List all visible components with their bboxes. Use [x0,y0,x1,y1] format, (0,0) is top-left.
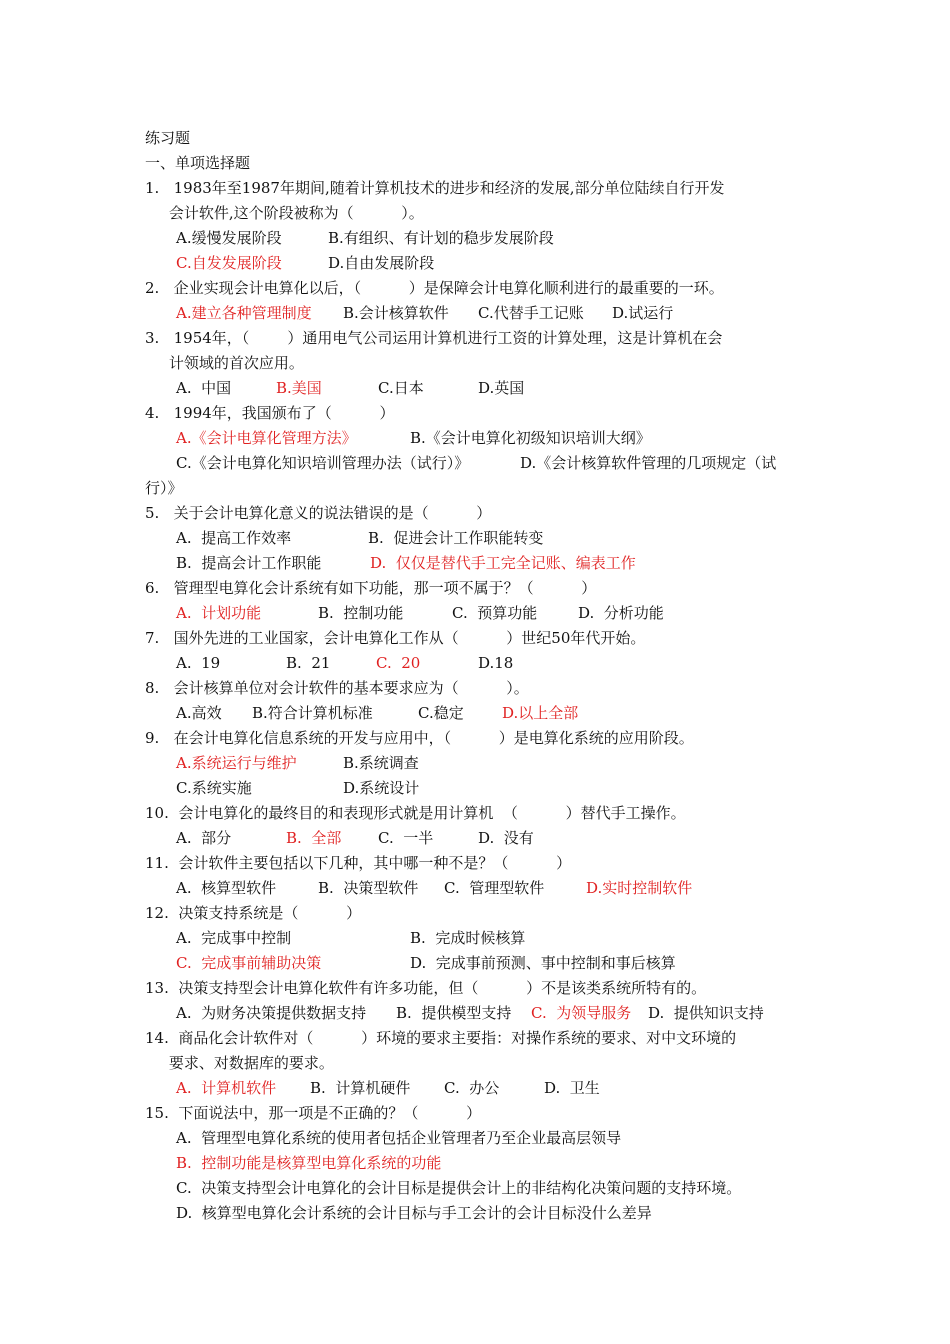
q7-option-b: B. 21 [286,654,331,672]
q3-option-a: A. 中国 [176,379,232,397]
q12-option-c-answer: C. 完成事前辅助决策 [176,954,322,972]
q6-option-b: B. 控制功能 [318,604,404,622]
q15-option-b-answer: B. 控制功能是核算型电算化系统的功能 [176,1154,442,1172]
question-4-line-1: 4. 1994年，我国颁布了（ ） [145,404,395,422]
q10-option-d: D. 没有 [478,829,534,847]
q13-option-b: B. 提供模型支持 [396,1004,512,1022]
q12-option-a: A. 完成事中控制 [176,929,292,947]
q14-option-a-answer: A. 计算机软件 [176,1079,277,1097]
q2-option-b: B.会计核算软件 [343,304,449,322]
question-2-line-1: 2. 企业实现会计电算化以后，（ ）是保障会计电算化顺利进行的最重要的一环。 [145,279,724,297]
q8-option-a: A.高效 [176,704,222,722]
q2-option-d: D.试运行 [612,304,674,322]
question-5-line-1: 5. 关于会计电算化意义的说法错误的是（ ） [145,504,492,522]
q5-option-b: B. 促进会计工作职能转变 [368,529,544,547]
question-9-line-1: 9. 在会计电算化信息系统的开发与应用中，（ ）是电算化系统的应用阶段。 [145,729,694,747]
q13-option-d: D. 提供知识支持 [648,1004,764,1022]
question-14-line-1: 14. 商品化会计软件对（ ）环境的要求主要指：对操作系统的要求、对中文环境的 [145,1029,737,1047]
q4-option-d-continuation: 行）》 [145,479,183,497]
q12-option-b: B. 完成时候核算 [410,929,526,947]
q6-option-c: C. 预算功能 [452,604,538,622]
q1-option-b: B.有组织、有计划的稳步发展阶段 [328,229,554,247]
question-1-line-2: 会计软件,这个阶段被称为（ ）。 [145,204,424,222]
q2-option-c: C.代替手工记账 [478,304,584,322]
section-heading: 一、单项选择题 [145,154,251,172]
q14-option-c: C. 办公 [444,1079,500,1097]
q8-option-c: C.稳定 [418,704,464,722]
question-7-line-1: 7. 国外先进的工业国家，会计电算化工作从（ ）世纪50年代开始。 [145,629,646,647]
q1-option-d: D.自由发展阶段 [328,254,435,272]
q5-option-d-answer: D. 仅仅是替代手工完全记账、编表工作 [370,554,636,572]
question-3-line-2: 计领域的首次应用。 [145,354,304,372]
q10-option-a: A. 部分 [176,829,232,847]
q13-option-a: A. 为财务决策提供数据支持 [176,1004,367,1022]
q7-option-d: D.18 [478,654,514,672]
q8-option-b: B.符合计算机标准 [252,704,373,722]
q12-option-d: D. 完成事前预测、事中控制和事后核算 [410,954,676,972]
q8-option-d-answer: D.以上全部 [502,704,579,722]
q3-option-d: D.英国 [478,379,525,397]
q10-option-c: C. 一半 [378,829,434,847]
question-10-line-1: 10. 会计电算化的最终目的和表现形式就是用计算机 （ ）替代手工操作。 [145,804,686,822]
q15-option-d: D. 核算型电算化会计系统的会计目标与手工会计的会计目标没什么差异 [176,1204,652,1222]
q4-option-a-answer: A.《会计电算化管理方法》 [176,429,357,447]
q1-option-c-answer: C.自发发展阶段 [176,254,282,272]
q3-option-c: C.日本 [378,379,424,397]
q3-option-b-answer: B.美国 [276,379,322,397]
q15-option-c: C. 决策支持型会计电算化的会计目标是提供会计上的非结构化决策问题的支持环境。 [176,1179,742,1197]
q6-option-a-answer: A. 计划功能 [176,604,262,622]
q9-option-c: C.系统实施 [176,779,252,797]
q4-option-b: B.《会计电算化初级知识培训大纲》 [410,429,651,447]
question-6-line-1: 6. 管理型电算化会计系统有如下功能，那一项不属于？（ ） [145,579,597,597]
q4-option-c: C.《会计电算化知识培训管理办法（试行）》 [176,454,470,472]
q14-option-b: B. 计算机硬件 [310,1079,411,1097]
q7-option-a: A. 19 [176,654,221,672]
q10-option-b-answer: B. 全部 [286,829,342,847]
question-1-line-1: 1. 1983年至1987年期间,随着计算机技术的进步和经济的发展,部分单位陆续自行开发 [145,179,725,197]
question-13-line-1: 13. 决策支持型会计电算化软件有许多功能，但（ ）不是该类系统所特有的。 [145,979,707,997]
q9-option-b: B.系统调查 [343,754,419,772]
q1-option-a: A.缓慢发展阶段 [176,229,282,247]
q2-option-a-answer: A.建立各种管理制度 [176,304,312,322]
question-12-line-1: 12. 决策支持系统是（ ） [145,904,362,922]
q5-option-b2: B. 提高会计工作职能 [176,554,322,572]
q14-option-d: D. 卫生 [544,1079,600,1097]
question-8-line-1: 8. 会计核算单位对会计软件的基本要求应为（ ）。 [145,679,529,697]
q11-option-b: B. 决策型软件 [318,879,419,897]
q11-option-d-answer: D.实时控制软件 [586,879,693,897]
q11-option-c: C. 管理型软件 [444,879,545,897]
q5-option-a: A. 提高工作效率 [176,529,292,547]
q6-option-d: D. 分析功能 [578,604,664,622]
question-3-line-1: 3. 1954年，（ ）通用电气公司运用计算机进行工资的计算处理，这是计算机在会 [145,329,723,347]
q9-option-a-answer: A.系统运行与维护 [176,754,297,772]
question-11-line-1: 11. 会计软件主要包括以下几种，其中哪一种不是？（ ） [145,854,572,872]
q11-option-a: A. 核算型软件 [176,879,277,897]
doc-title: 练习题 [145,129,191,147]
q7-option-c-answer: C. 20 [376,654,421,672]
q13-option-c-answer: C. 为领导服务 [531,1004,632,1022]
question-14-line-2: 要求、对数据库的要求。 [145,1054,334,1072]
q4-option-d: D.《会计核算软件管理的几项规定（试 [520,454,777,472]
q9-option-d: D.系统设计 [343,779,420,797]
q15-option-a: A. 管理型电算化系统的使用者包括企业管理者乃至企业最高层领导 [176,1129,622,1147]
question-15-line-1: 15. 下面说法中，那一项是不正确的？（ ） [145,1104,482,1122]
